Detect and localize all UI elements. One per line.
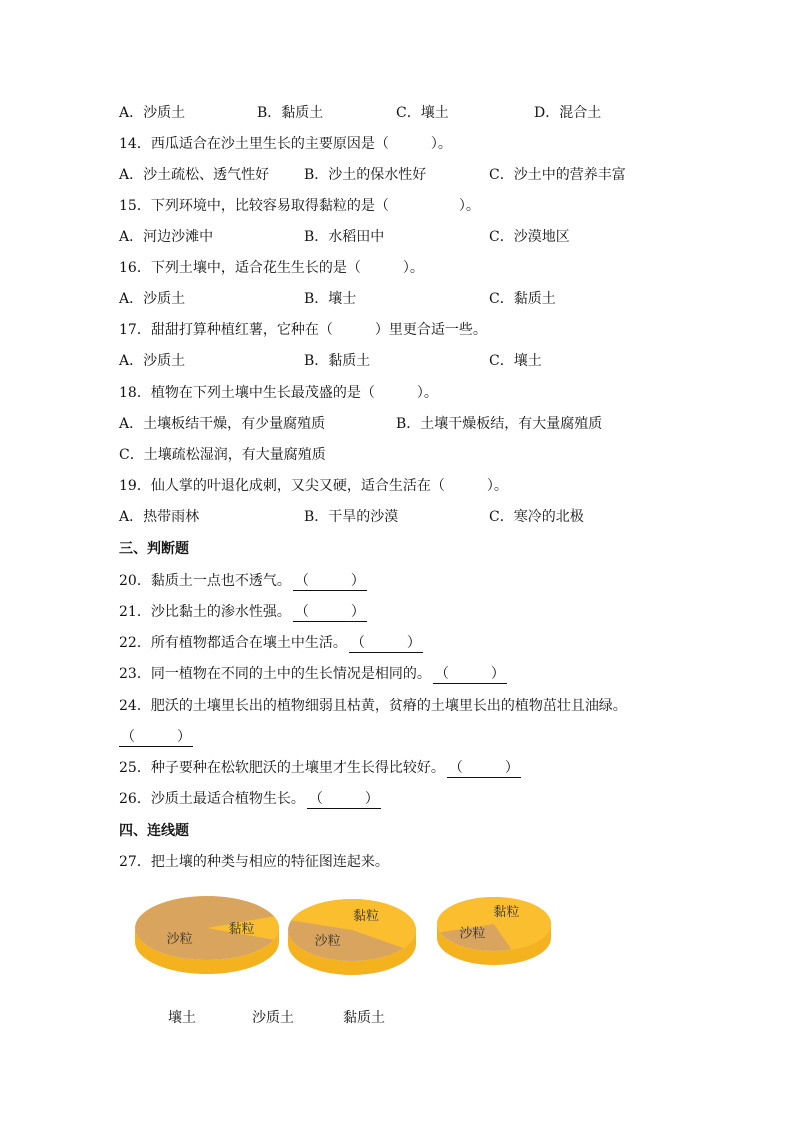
pie-chart-sandy-soil[interactable] bbox=[288, 899, 416, 975]
judge-text: 24．肥沃的土壤里长出的植物细弱且枯黄，贫瘠的土壤里长出的植物茁壮且油绿。 bbox=[119, 698, 627, 714]
judge-text: 25．种子要种在松软肥沃的土壤里才生长得比较好。 bbox=[119, 760, 445, 776]
q13-option-c[interactable]: C．壤土 bbox=[396, 105, 449, 121]
judge-item-24 bbox=[119, 697, 627, 715]
q27-stem: 27．把土壤的种类与相应的特征图连起来。 bbox=[119, 854, 389, 870]
answer-blank[interactable]: （ ） bbox=[294, 573, 365, 589]
q18-stem: 18．植物在下列土壤中生长最茂盛的是（ ）。 bbox=[119, 385, 438, 401]
judge-item-20 bbox=[119, 572, 367, 591]
judge-text: 20．黏质土一点也不透气。 bbox=[119, 573, 291, 589]
judge-item-24-blank-line bbox=[119, 728, 193, 747]
pie-chart-clay-soil[interactable] bbox=[437, 897, 551, 965]
q15-stem: 15．下列环境中，比较容易取得黏粒的是（ ）。 bbox=[119, 198, 480, 214]
pie-label-sand: 沙粒 bbox=[166, 932, 193, 948]
section-title-judge: 三、判断题 bbox=[119, 541, 189, 557]
q17-stem: 17．甜甜打算种植红薯，它种在（ ）里更合适一些。 bbox=[119, 322, 487, 338]
answer-blank[interactable]: （ ） bbox=[350, 635, 421, 651]
section-title-matching: 四、连线题 bbox=[119, 823, 189, 839]
pie-label-clay: 黏粒 bbox=[352, 908, 379, 924]
q16-option-a[interactable]: A．沙质土 bbox=[119, 291, 186, 307]
answer-blank[interactable]: （ ） bbox=[434, 666, 505, 682]
answer-blank[interactable]: （ ） bbox=[448, 760, 519, 776]
judge-item-26 bbox=[119, 790, 381, 809]
judge-item-22 bbox=[119, 634, 423, 653]
q13-option-b[interactable]: B．黏质土 bbox=[257, 105, 324, 121]
q17-option-b[interactable]: B．黏质土 bbox=[304, 353, 371, 369]
q17-option-a[interactable]: A．沙质土 bbox=[119, 353, 186, 369]
judge-text: 23．同一植物在不同的土中的生长情况是相同的。 bbox=[119, 666, 431, 682]
pie-label-sand: 沙粒 bbox=[314, 933, 341, 949]
q14-option-a[interactable]: A．沙土疏松、透气性好 bbox=[119, 167, 270, 183]
answer-blank[interactable]: （ ） bbox=[294, 604, 365, 620]
q18-option-c[interactable]: C．土壤疏松湿润，有大量腐殖质 bbox=[119, 447, 326, 463]
pie-label-sand: 沙粒 bbox=[459, 926, 486, 942]
q15-option-b[interactable]: B．水稻田中 bbox=[304, 229, 385, 245]
q15-option-c[interactable]: C．沙漠地区 bbox=[489, 229, 570, 245]
soil-pie-charts bbox=[0, 880, 794, 1000]
q19-option-c[interactable]: C．寒冷的北极 bbox=[489, 509, 584, 525]
q14-stem: 14．西瓜适合在沙土里生长的主要原因是（ ）。 bbox=[119, 136, 452, 152]
pie-label-clay: 黏粒 bbox=[228, 922, 255, 937]
q15-option-a[interactable]: A．河边沙滩中 bbox=[119, 229, 214, 245]
q19-option-b[interactable]: B．干旱的沙漠 bbox=[304, 509, 399, 525]
q19-option-a[interactable]: A．热带雨林 bbox=[119, 509, 200, 525]
q14-option-b[interactable]: B．沙土的保水性好 bbox=[304, 167, 427, 183]
answer-blank[interactable]: （ ） bbox=[121, 729, 191, 745]
q16-stem: 16．下列土壤中，适合花生生长的是（ ）。 bbox=[119, 260, 424, 276]
q18-option-a[interactable]: A．土壤板结干燥，有少量腐殖质 bbox=[119, 416, 326, 432]
q18-option-b[interactable]: B．土壤干燥板结，有大量腐殖质 bbox=[396, 416, 603, 432]
q17-option-c[interactable]: C．壤土 bbox=[489, 353, 542, 369]
judge-item-21 bbox=[119, 603, 367, 622]
pie-chart-loam[interactable] bbox=[135, 896, 279, 974]
judge-text: 21．沙比黏土的渗水性强。 bbox=[119, 604, 291, 620]
soil-name-sandy[interactable]: 沙质土 bbox=[252, 1010, 294, 1026]
judge-text: 26．沙质土最适合植物生长。 bbox=[119, 791, 305, 807]
pie-label-clay: 黏粒 bbox=[493, 904, 520, 920]
q16-option-c[interactable]: C．黏质土 bbox=[489, 291, 556, 307]
soil-name-clay[interactable]: 黏质土 bbox=[343, 1010, 385, 1026]
judge-item-23 bbox=[119, 665, 507, 684]
q13-option-d[interactable]: D．混合土 bbox=[534, 105, 602, 121]
q14-option-c[interactable]: C．沙土中的营养丰富 bbox=[489, 167, 626, 183]
answer-blank[interactable]: （ ） bbox=[308, 791, 379, 807]
judge-item-25 bbox=[119, 759, 521, 778]
q16-option-b[interactable]: B．壤士 bbox=[304, 291, 357, 307]
judge-text: 22．所有植物都适合在壤土中生活。 bbox=[119, 635, 347, 651]
q19-stem: 19．仙人掌的叶退化成刺，又尖又硬，适合生活在（ ）。 bbox=[119, 478, 508, 494]
soil-name-loam[interactable]: 壤土 bbox=[168, 1010, 196, 1026]
q13-option-a[interactable]: A．沙质土 bbox=[119, 105, 186, 121]
